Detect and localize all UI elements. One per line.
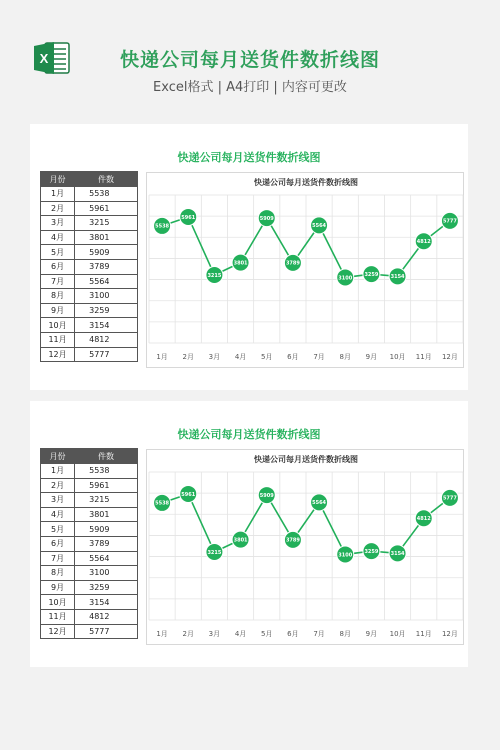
count-cell: 3215 <box>75 216 138 231</box>
month-cell: 12月 <box>41 624 75 639</box>
count-column-header: 件数 <box>75 449 138 464</box>
data-label: 5909 <box>259 215 274 222</box>
count-cell: 5564 <box>75 274 138 289</box>
line-chart <box>146 172 464 368</box>
month-cell: 8月 <box>41 566 75 581</box>
table-row <box>41 595 138 610</box>
count-cell: 5961 <box>75 478 138 493</box>
table-row <box>41 580 138 595</box>
chart-title: 快递公司每月送货件数折线图 <box>254 178 358 187</box>
data-label: 3789 <box>285 537 300 544</box>
chart-title: 快递公司每月送货件数折线图 <box>254 455 358 464</box>
x-tick-label: 5月 <box>261 353 273 361</box>
x-tick-label: 8月 <box>339 353 351 361</box>
table-row <box>41 318 138 333</box>
data-label: 4812 <box>416 239 431 246</box>
count-cell: 5538 <box>75 187 138 202</box>
month-column-header: 月份 <box>41 172 75 187</box>
table-row <box>41 289 138 304</box>
month-cell: 9月 <box>41 303 75 318</box>
count-cell: 5777 <box>75 347 138 362</box>
data-label: 5564 <box>312 500 327 507</box>
month-cell: 2月 <box>41 201 75 216</box>
month-cell: 11月 <box>41 609 75 624</box>
data-label: 5777 <box>442 218 457 225</box>
month-cell: 9月 <box>41 580 75 595</box>
count-cell: 4812 <box>75 332 138 347</box>
data-label: 3100 <box>338 275 353 282</box>
count-cell: 5909 <box>75 522 138 537</box>
count-cell: 3789 <box>75 259 138 274</box>
table-row <box>41 551 138 566</box>
chart-card-2 <box>30 401 468 667</box>
count-cell: 3154 <box>75 595 138 610</box>
month-cell: 1月 <box>41 187 75 202</box>
x-tick-label: 2月 <box>182 353 194 361</box>
table-header-row <box>41 449 138 464</box>
month-cell: 4月 <box>41 507 75 522</box>
x-tick-label: 8月 <box>339 630 351 638</box>
table-row <box>41 624 138 639</box>
x-tick-label: 1月 <box>156 353 168 361</box>
x-tick-label: 1月 <box>156 630 168 638</box>
table-row <box>41 216 138 231</box>
count-cell: 3801 <box>75 507 138 522</box>
x-tick-label: 5月 <box>261 630 273 638</box>
count-cell: 3100 <box>75 289 138 304</box>
x-tick-label: 6月 <box>287 353 299 361</box>
month-cell: 6月 <box>41 259 75 274</box>
count-cell: 3259 <box>75 580 138 595</box>
count-cell: 5961 <box>75 201 138 216</box>
count-column-header: 件数 <box>75 172 138 187</box>
table-row <box>41 245 138 260</box>
x-tick-label: 11月 <box>415 353 432 361</box>
month-cell: 4月 <box>41 230 75 245</box>
count-cell: 3259 <box>75 303 138 318</box>
data-label: 3259 <box>364 548 379 555</box>
month-cell: 3月 <box>41 493 75 508</box>
count-cell: 5909 <box>75 245 138 260</box>
month-cell: 8月 <box>41 289 75 304</box>
page-title: 快递公司每月送货件数折线图 <box>119 49 380 71</box>
data-label: 5909 <box>259 492 274 499</box>
month-cell: 3月 <box>41 216 75 231</box>
data-label: 3801 <box>233 537 248 544</box>
data-label: 3215 <box>207 272 222 279</box>
month-cell: 10月 <box>41 318 75 333</box>
count-cell: 3100 <box>75 566 138 581</box>
table-row <box>41 332 138 347</box>
month-cell: 5月 <box>41 245 75 260</box>
table-row <box>41 464 138 479</box>
table-row <box>41 274 138 289</box>
line-chart-svg <box>147 173 465 369</box>
month-cell: 7月 <box>41 551 75 566</box>
count-cell: 5564 <box>75 551 138 566</box>
data-label: 3789 <box>285 260 300 267</box>
month-cell: 7月 <box>41 274 75 289</box>
x-tick-label: 6月 <box>287 630 299 638</box>
x-tick-label: 7月 <box>313 630 325 638</box>
count-cell: 3801 <box>75 230 138 245</box>
data-label: 3154 <box>390 274 405 281</box>
chart-card-1 <box>30 124 468 390</box>
table-row <box>41 347 138 362</box>
card-title: 快递公司每月送货件数折线图 <box>177 151 321 164</box>
month-column-header: 月份 <box>41 449 75 464</box>
count-cell: 4812 <box>75 609 138 624</box>
x-tick-label: 10月 <box>389 353 406 361</box>
table-row <box>41 493 138 508</box>
count-cell: 3789 <box>75 536 138 551</box>
table-row <box>41 230 138 245</box>
month-cell: 10月 <box>41 595 75 610</box>
x-tick-label: 11月 <box>415 630 432 638</box>
data-label: 5564 <box>312 223 327 230</box>
x-tick-label: 4月 <box>234 353 247 361</box>
data-label: 3215 <box>207 549 222 556</box>
data-label: 5538 <box>155 223 170 230</box>
data-label: 5961 <box>181 214 196 221</box>
month-cell: 12月 <box>41 347 75 362</box>
table-row <box>41 478 138 493</box>
month-cell: 11月 <box>41 332 75 347</box>
data-table <box>40 171 138 362</box>
x-tick-label: 12月 <box>441 353 458 361</box>
data-label: 3154 <box>390 551 405 558</box>
data-label: 3801 <box>233 260 248 267</box>
x-tick-label: 4月 <box>234 630 247 638</box>
table-row <box>41 507 138 522</box>
data-label: 5961 <box>181 491 196 498</box>
table-row <box>41 522 138 537</box>
table-row <box>41 187 138 202</box>
table-header-row <box>41 172 138 187</box>
month-cell: 5月 <box>41 522 75 537</box>
line-chart <box>146 449 464 645</box>
table-body <box>41 464 138 639</box>
x-tick-label: 3月 <box>208 630 221 638</box>
month-cell: 6月 <box>41 536 75 551</box>
card-title: 快递公司每月送货件数折线图 <box>177 428 321 441</box>
table-row <box>41 536 138 551</box>
table-row <box>41 201 138 216</box>
count-cell: 5777 <box>75 624 138 639</box>
data-label: 3100 <box>338 552 353 559</box>
table-row <box>41 259 138 274</box>
page-subtitle: Excel格式 | A4打印 | 内容可更改 <box>153 80 347 95</box>
table-row <box>41 609 138 624</box>
data-label: 4812 <box>416 516 431 523</box>
table-row <box>41 303 138 318</box>
table-body <box>41 187 138 362</box>
count-cell: 5538 <box>75 464 138 479</box>
line-chart-svg <box>147 450 465 646</box>
data-label: 5777 <box>442 495 457 502</box>
count-cell: 3154 <box>75 318 138 333</box>
page-header <box>0 0 500 110</box>
x-tick-label: 12月 <box>441 630 458 638</box>
data-label: 3259 <box>364 271 379 278</box>
x-tick-label: 2月 <box>182 630 194 638</box>
excel-logo-letter: X <box>39 51 49 66</box>
x-tick-label: 9月 <box>365 630 378 638</box>
x-tick-label: 10月 <box>389 630 406 638</box>
table-row <box>41 566 138 581</box>
month-cell: 1月 <box>41 464 75 479</box>
x-tick-label: 7月 <box>313 353 325 361</box>
data-table <box>40 448 138 639</box>
x-tick-label: 3月 <box>208 353 221 361</box>
count-cell: 3215 <box>75 493 138 508</box>
month-cell: 2月 <box>41 478 75 493</box>
data-label: 5538 <box>155 500 170 507</box>
x-tick-label: 9月 <box>365 353 378 361</box>
